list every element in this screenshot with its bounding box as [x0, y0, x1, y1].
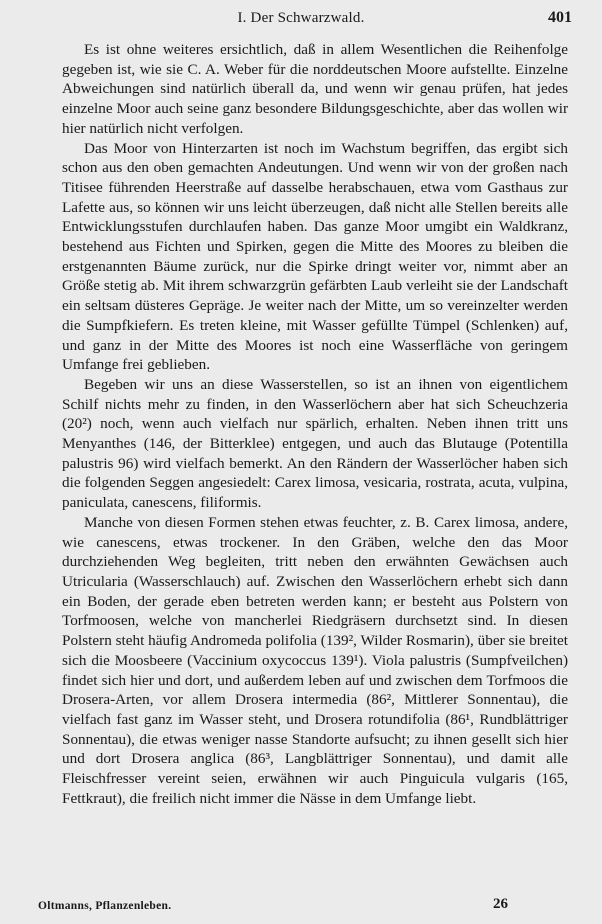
signature-mark: 26 [493, 896, 508, 912]
signature-line: Oltmanns, Pflanzenleben. [38, 900, 172, 912]
body-text [62, 40, 568, 808]
paragraph: Begeben wir uns an diese Wasserstellen, so ist an ihnen von eigentlichem Schilf nichts mehr zu finden, in den Wasserlöchern aber hat sich Scheuchzeria (20²) noch, wenn auch vielfach nur spärlich, erhalten. Neben ihnen tritt uns Menyanthes (146, der Bitterklee) entgegen, und auch das Blutauge (Potentilla palustris 96) wird vielfach bemerkt. An den Rändern der Wasserlöcher haben sich die folgenden Seggen angesiedelt: Carex limosa, vesicaria, rostrata, acuta, vulpina, paniculata, canescens, filiformis. [62, 375, 568, 512]
page-footer [38, 896, 558, 916]
paragraph: Es ist ohne weiteres ersichtlich, daß in allem Wesentlichen die Reihenfolge gegeben ist, wie sie C. A. Weber für die norddeutschen Moore aufstellte. Einzelne Abweichungen sind natürlich überall da, und wenn wir genau prüfen, hat jedes einzelne Moor auch seine ganz besondere Bildungsgeschichte, aber das wollen wir hier natürlich nicht verfolgen. [62, 41, 568, 137]
running-head: I. Der Schwarzwald. [237, 10, 365, 26]
page-header [0, 8, 602, 32]
paragraph: Das Moor von Hinterzarten ist noch im Wachstum begriffen, das ergibt sich schon aus den oben gemachten Andeutungen. Und wenn wir von der großen nach Titisee führenden Heerstraße auf dasselbe herabschauen, etwa vom Gasthaus zur Lafette aus, so können wir uns leicht überzeugen, daß nicht alle Stellen bereits alle Entwicklungsstufen durchlaufen haben. Das ganze Moor umgibt ein Waldkranz, bestehend aus Fichten und Spirken, gegen die Mitte des Moores zu bleiben die erstgenannten Bäume zurück, nur die Spirke dringt weiter vor, nimmt aber an Größe stetig ab. Mit ihrem schwarzgrün gefärbten Laub verleiht sie der Landschaft ein seltsam düsteres Gepräge. Je weiter nach der Mitte, um so vereinzelter werden die Sumpfkiefern. Es treten kleine, mit Wasser gefüllte Tümpel (Schlenken) auf, und ganz in der Mitte des Moores ist noch eine Wasserfläche von geringem Umfange frei geblieben. [62, 139, 568, 374]
paragraph: Manche von diesen Formen stehen etwas feuchter, z. B. Carex limosa, andere, wie canescens, etwas trockener. In den Gräben, welche den das Moor durchziehenden Weg begleiten, tritt neben den erwähnten Gewächsen auch Utricularia (Wasserschlauch) auf. Zwischen den Wasserlöchern erhebt sich dann ein Boden, der gerade eben betreten werden kann; er besteht aus Polstern von Torfmoosen, welche von mancherlei Riedgräsern durchsetzt sind. In diesen Polstern steht häufig Andromeda polifolia (139², Wilder Rosmarin), über sie breitet sich die Moosbeere (Vaccinium oxycoccus 139¹). Viola palustris (Sumpfveilchen) findet sich hier und dort, und außerdem leben auf und zwischen dem Torfmoos die Drosera-Arten, vor allem Drosera intermedia (86², Mittlerer Sonnentau), die vielfach fast ganz im Wasser steht, und Drosera rotundifolia (86¹, Rundblättriger Sonnentau), die etwas weniger nasse Standorte aufsucht; zu ihnen gesellt sich hier und dort Drosera anglica (86³, Langblättriger Sonnentau), und damit alle Fleischfresser vereint seien, erwähnen wir auch Pinguicula vulgaris (165, Fettkraut), die freilich nicht immer die Nässe in dem Umfange liebt. [62, 513, 568, 807]
page-number: 401 [548, 9, 572, 26]
